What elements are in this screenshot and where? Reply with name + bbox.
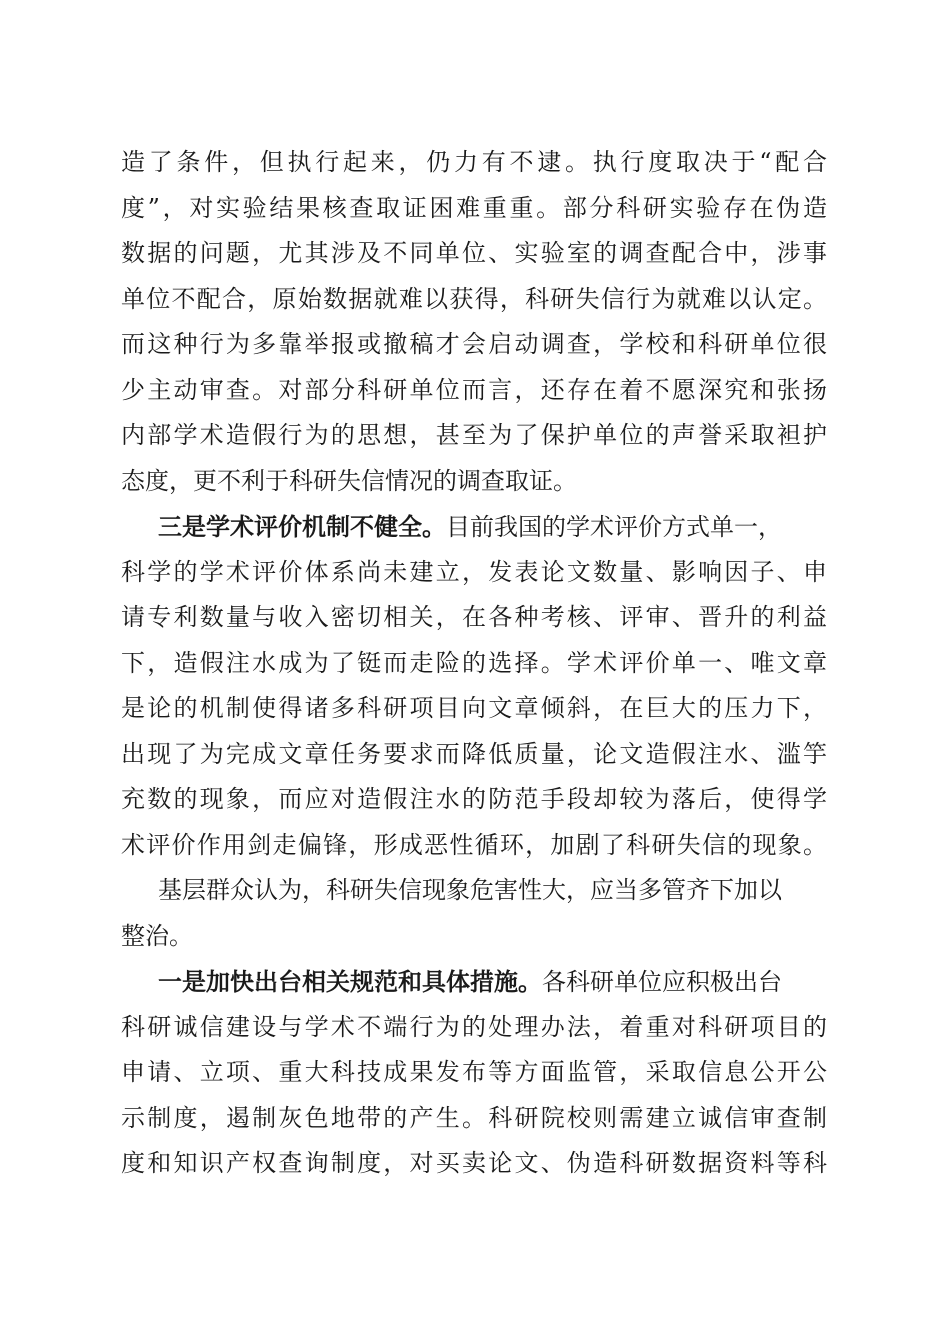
text-line: 是论的机制使得诸多科研项目向文章倾斜，在巨大的压力下，	[121, 694, 827, 722]
text-line: 度”，对实验结果核查取证困难重重。部分科研实验存在伪造	[121, 193, 827, 222]
paragraph-continuation	[121, 140, 827, 504]
text-line: 科研诚信建设与学术不端行为的处理办法，着重对科研项目的	[121, 1012, 827, 1041]
paragraph-heading: 三是学术评价机制不健全。	[158, 512, 446, 541]
paragraph-public-opinion	[121, 868, 827, 959]
text-line: 科学的学术评价体系尚未建立，发表论文数量、影响因子、申	[121, 557, 827, 586]
text-line: 申请、立项、重大科技成果发布等方面监管，采取信息公开公	[121, 1058, 827, 1086]
text-line: 态度，更不利于科研失信情况的调查取证。	[121, 466, 577, 495]
paragraph-heading: 一是加快出台相关规范和具体措施。	[158, 967, 542, 996]
text-line: 内部学术造假行为的思想，甚至为了保护单位的声誉采取袒护	[121, 421, 827, 449]
text-line: 请专利数量与收入密切相关，在各种考核、评审、晋升的利益	[121, 603, 827, 631]
paragraph-text: 目前我国的学术评价方式单一，	[446, 513, 782, 541]
paragraph-first-line	[121, 504, 827, 550]
document-body	[121, 140, 827, 1187]
text-line: 充数的现象，而应对造假注水的防范手段却较为落后，使得学	[121, 785, 827, 813]
paragraph-text: 各科研单位应积极出台	[542, 968, 782, 996]
text-line: 下，造假注水成为了铤而走险的选择。学术评价单一、唯文章	[121, 648, 827, 677]
text-line: 数据的问题，尤其涉及不同单位、实验室的调查配合中，涉事	[121, 239, 827, 267]
text-line: 而这种行为多靠举报或撤稿才会启动调查，学校和科研单位很	[121, 330, 827, 358]
paragraph-academic-evaluation	[121, 504, 827, 868]
text-line: 单位不配合，原始数据就难以获得，科研失信行为就难以认定。	[121, 284, 827, 313]
text-line: 术评价作用剑走偏锋，形成恶性循环，加剧了科研失信的现象。	[121, 830, 827, 859]
text-line: 整治。	[121, 921, 193, 950]
paragraph-regulations	[121, 959, 827, 1187]
text-line: 度和知识产权查询制度，对买卖论文、伪造科研数据资料等科	[121, 1149, 827, 1177]
text-line: 造了条件，但执行起来，仍力有不逮。执行度取决于“配合	[121, 148, 827, 176]
paragraph-first-line: 基层群众认为，科研失信现象危害性大，应当多管齐下加以	[158, 876, 782, 904]
text-line: 出现了为完成文章任务要求而降低质量，论文造假注水、滥竽	[121, 739, 827, 768]
text-line: 少主动审查。对部分科研单位而言，还存在着不愿深究和张扬	[121, 375, 827, 404]
text-line: 示制度，遏制灰色地带的产生。科研院校则需建立诚信审查制	[121, 1103, 827, 1132]
paragraph-first-line	[121, 959, 827, 1005]
